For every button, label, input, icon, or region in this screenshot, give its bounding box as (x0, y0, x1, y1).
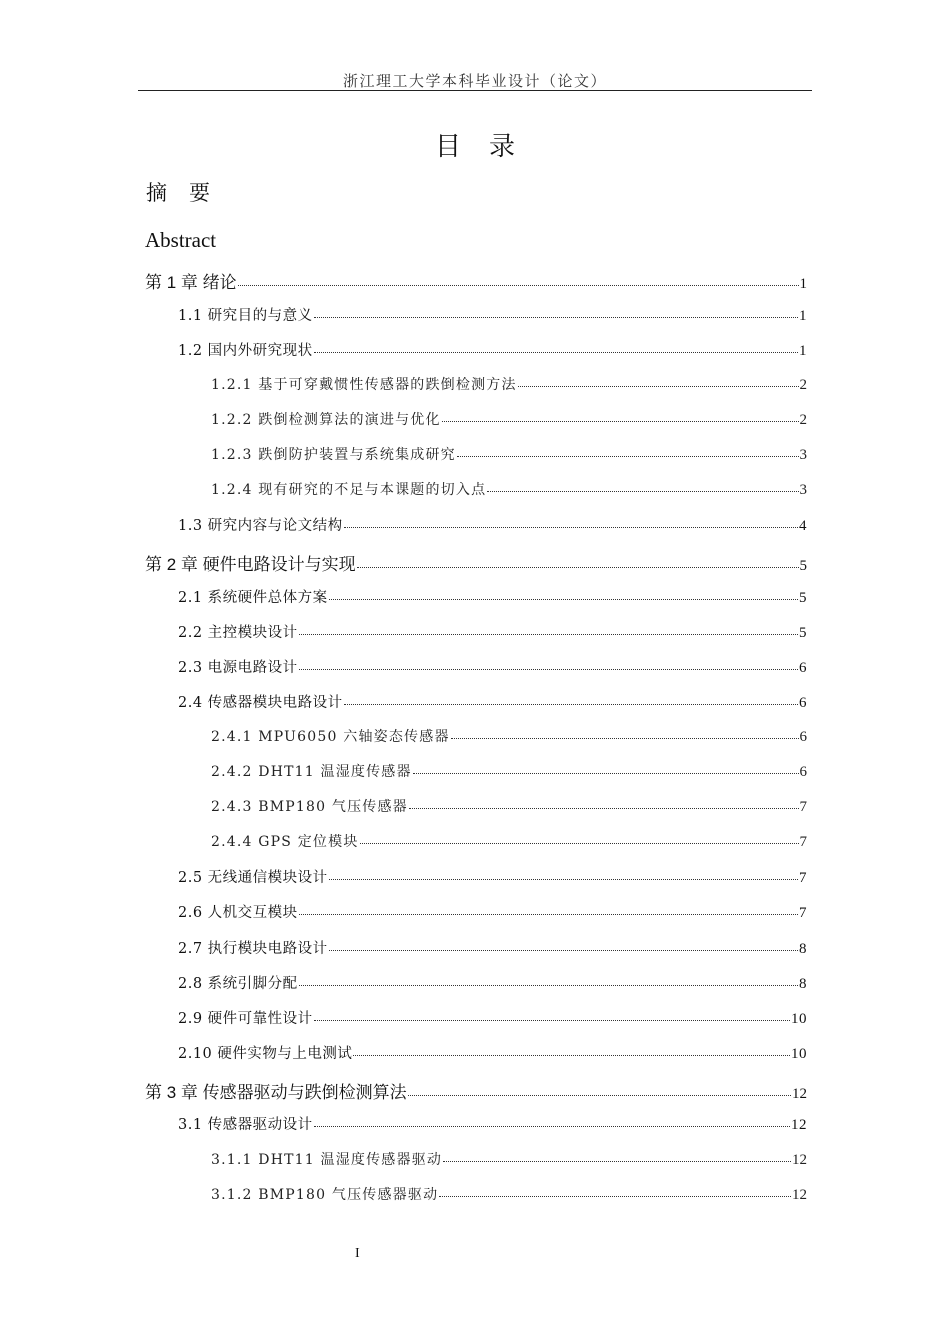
toc-entry-label: 第 1 章 绪论 (145, 273, 237, 292)
toc-leader-dots (299, 914, 798, 915)
toc-entry-label: 第 3 章 传感器驱动与跌倒检测算法 (145, 1083, 407, 1102)
toc-leader-dots (299, 669, 798, 670)
toc-subsection-entry[interactable] (211, 444, 807, 464)
toc-section-entry[interactable] (178, 1113, 807, 1134)
toc-entry-page: 8 (799, 976, 807, 992)
toc-section-entry[interactable] (178, 866, 807, 887)
toc-entry-page: 6 (799, 729, 807, 745)
toc-entry-label: 2.3 电源电路设计 (178, 660, 298, 676)
toc-subsection-entry[interactable] (211, 479, 807, 499)
toc-entry-page: 7 (799, 834, 807, 850)
toc-entry-page: 12 (792, 1187, 807, 1203)
toc-leader-dots (329, 599, 798, 600)
toc-chapter-entry[interactable] (145, 1078, 807, 1103)
toc-entry-page: 2 (799, 377, 807, 393)
toc-entry-page: 2 (799, 412, 807, 428)
toc-entry-label: 2.9 硬件可靠性设计 (178, 1011, 313, 1027)
toc-entry-page: 1 (799, 308, 807, 324)
toc-leader-dots (413, 773, 799, 774)
toc-section-entry[interactable] (178, 937, 807, 958)
toc-section-entry[interactable] (178, 1042, 807, 1063)
toc-entry-label: 2.4.2 DHT11 温湿度传感器 (211, 764, 412, 780)
toc-entry-label: 2.2 主控模块设计 (178, 625, 298, 641)
toc-entry-page: 10 (791, 1011, 807, 1027)
toc-entry-page: 5 (799, 558, 807, 574)
toc-section-entry[interactable] (178, 304, 807, 325)
toc-leader-dots (360, 843, 799, 844)
toc-entry-label: 1.2.3 跌倒防护装置与系统集成研究 (211, 447, 456, 463)
toc-entry-label: 2.8 系统引脚分配 (178, 976, 298, 992)
toc-entry-label: 2.4.4 GPS 定位模块 (211, 834, 359, 850)
toc-entry-label: 3.1.2 BMP180 气压传感器驱动 (211, 1187, 439, 1203)
toc-entry-page: 12 (792, 1086, 807, 1102)
toc-leader-dots (314, 352, 798, 353)
toc-entry-label: 2.4.1 MPU6050 六轴姿态传感器 (211, 729, 450, 745)
header-rule (138, 90, 812, 91)
toc-entry-page: 3 (799, 447, 807, 463)
toc-section-entry[interactable] (178, 586, 807, 607)
toc-title: 目录 (434, 132, 543, 162)
toc-leader-dots (299, 634, 798, 635)
toc-entry-label: 2.1 系统硬件总体方案 (178, 590, 328, 606)
toc-subsection-entry[interactable] (211, 796, 807, 816)
toc-entry-label: 3.1 传感器驱动设计 (178, 1117, 313, 1133)
toc-entry-label: 2.6 人机交互模块 (178, 905, 298, 921)
toc-section-entry[interactable] (178, 901, 807, 922)
toc-leader-dots (408, 1095, 791, 1096)
toc-leader-dots (451, 738, 799, 739)
toc-subsection-entry[interactable] (211, 726, 807, 746)
toc-leader-dots (442, 421, 799, 422)
toc-subsection-entry[interactable] (211, 761, 807, 781)
toc-leader-dots (518, 386, 799, 387)
toc-entry-label: 3.1.1 DHT11 温湿度传感器驱动 (211, 1152, 443, 1168)
toc-entry-label: 2.10 硬件实物与上电测试 (178, 1046, 353, 1062)
toc-entry-page: 10 (791, 1046, 807, 1062)
toc-subsection-entry[interactable] (211, 831, 807, 851)
toc-subsection-entry[interactable] (211, 374, 807, 394)
toc-entry-page: 1 (799, 343, 807, 359)
toc-leader-dots (314, 1126, 790, 1127)
toc-entry-label: 1.2.4 现有研究的不足与本课题的切入点 (211, 482, 487, 498)
toc-entry-page: 6 (799, 764, 807, 780)
toc-subsection-entry[interactable] (211, 1149, 807, 1169)
toc-entry-page: 6 (799, 695, 807, 711)
toc-abstract-cn[interactable]: 摘要 (146, 181, 232, 205)
toc-section-entry[interactable] (178, 514, 807, 535)
toc-leader-dots (314, 317, 798, 318)
toc-chapter-entry[interactable] (145, 268, 807, 293)
toc-leader-dots (329, 879, 798, 880)
toc-entry-page: 3 (799, 482, 807, 498)
page-number: I (355, 1246, 360, 1261)
toc-entry-page: 12 (792, 1152, 807, 1168)
toc-leader-dots (357, 567, 799, 568)
toc-entry-label: 1.1 研究目的与意义 (178, 308, 313, 324)
toc-abstract-en[interactable]: Abstract (145, 228, 217, 252)
toc-entry-label: 2.7 执行模块电路设计 (178, 941, 328, 957)
toc-entry-page: 12 (791, 1117, 807, 1133)
toc-entry-label: 第 2 章 硬件电路设计与实现 (145, 555, 356, 574)
toc-entry-page: 1 (799, 276, 807, 292)
toc-entry-page: 4 (799, 518, 807, 534)
toc-leader-dots (439, 1196, 791, 1197)
page-header: 浙江理工大学本科毕业设计（论文） (342, 72, 607, 90)
toc-entry-page: 8 (799, 941, 807, 957)
toc-entry-label: 2.4 传感器模块电路设计 (178, 695, 343, 711)
toc-section-entry[interactable] (178, 339, 807, 360)
toc-chapter-entry[interactable] (145, 550, 807, 575)
toc-entry-page: 7 (799, 870, 807, 886)
toc-entry-label: 2.5 无线通信模块设计 (178, 870, 328, 886)
toc-leader-dots (443, 1161, 791, 1162)
toc-leader-dots (353, 1055, 790, 1056)
toc-entry-label: 1.2.2 跌倒检测算法的演进与优化 (211, 412, 441, 428)
toc-entry-page: 7 (799, 905, 807, 921)
toc-entry-page: 6 (799, 660, 807, 676)
toc-section-entry[interactable] (178, 621, 807, 642)
toc-leader-dots (409, 808, 799, 809)
toc-leader-dots (487, 491, 798, 492)
toc-entry-page: 5 (799, 590, 807, 606)
toc-subsection-entry[interactable] (211, 409, 807, 429)
toc-leader-dots (457, 456, 799, 457)
toc-leader-dots (314, 1020, 790, 1021)
toc-entry-page: 5 (799, 625, 807, 641)
toc-leader-dots (238, 285, 799, 286)
toc-leader-dots (344, 704, 798, 705)
toc-section-entry[interactable] (178, 691, 807, 712)
toc-entry-label: 1.3 研究内容与论文结构 (178, 518, 343, 534)
toc-entry-label: 1.2 国内外研究现状 (178, 343, 313, 359)
toc-entry-page: 7 (799, 799, 807, 815)
toc-leader-dots (329, 950, 798, 951)
toc-subsection-entry[interactable] (211, 1184, 807, 1204)
toc-section-entry[interactable] (178, 972, 807, 993)
toc-entry-label: 1.2.1 基于可穿戴惯性传感器的跌倒检测方法 (211, 377, 517, 393)
toc-entry-label: 2.4.3 BMP180 气压传感器 (211, 799, 408, 815)
toc-leader-dots (344, 527, 798, 528)
toc-section-entry[interactable] (178, 656, 807, 677)
toc-leader-dots (299, 985, 798, 986)
toc-section-entry[interactable] (178, 1007, 807, 1028)
